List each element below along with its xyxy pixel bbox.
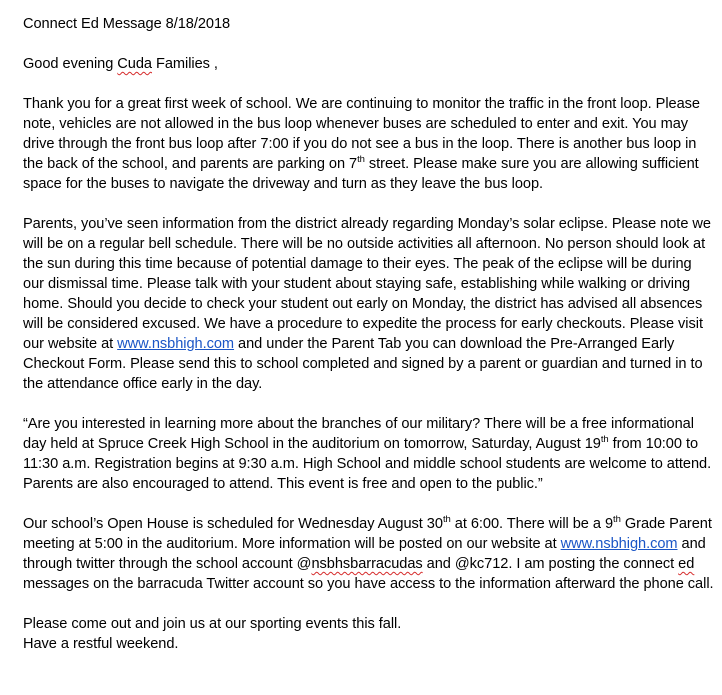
spellcheck-word-handle: nsbhsbarracudas (311, 556, 423, 572)
website-link[interactable]: www.nsbhigh.com (117, 336, 235, 352)
paragraph-eclipse: Parents, you’ve seen information from the district already regarding Monday’s solar eclipse. Please note we will be on a regular bell schedule. There will be no outside activities all afternoon. No person should look at the sun during this time because of potential damage to their eyes. The peak of the eclipse will be during our dismissal time. Please talk with your student about staying safe, establishing while walking or driving home. Should you decide to check your student out early on Monday, the district has advised all absences will be considered excused. We have a procedure to expedite the process for early checkouts. Please visit our website at www.nsbhigh.com and under the Parent Tab you can download the Pre-Arranged Early Checkout Form. Please send this to school completed and signed by a parent or guardian and turned in to the attendance office early in the day. (23, 216, 711, 392)
spellcheck-word-ed: ed (678, 556, 695, 572)
website-link-2[interactable]: www.nsbhigh.com (560, 536, 678, 552)
paragraph-traffic: Thank you for a great first week of school. We are continuing to monitor the traffic in the front loop. Please note, vehicles are not allowed in the bus loop whenever buses are scheduled to enter and exit. You may drive through the front bus loop after 7:00 if you do not see a bus in the loop. There is another bus loop in the back of the school, and parents are parking on 7th street. Please make sure you are allowing sufficient space for the buses to navigate the driveway and turn as they leave the bus loop. (23, 96, 700, 192)
document-title: Connect Ed Message 8/18/2018 (23, 16, 231, 32)
closing-line-1: Please come out and join us at our sporting events this fall. (23, 616, 402, 632)
paragraph-open-house: Our school’s Open House is scheduled for Wednesday August 30th at 6:00. There will be a 9th Grade Parent meeting at 5:00 in the auditorium. More information will be posted on our website at www.nsbhigh.com and through twitter through the school account @nsbhsbarracudas and @kc712. I am posting the connect ed messages on the barracuda Twitter account so you have access to the information afterward the phone call. (23, 514, 714, 592)
closing-line-2: Have a restful weekend. (23, 636, 179, 652)
paragraph-military: “Are you interested in learning more about the branches of our military? There will be a free informational day held at Spruce Creek High School in the auditorium on tomorrow, Saturday, August 19th from 10:00 to 11:30 a.m. Registration begins at 9:30 a.m. High School and middle school students are welcome to attend. Parents are also encouraged to attend. This event is free and open to the public.” (23, 416, 712, 492)
document-body (23, 14, 715, 654)
greeting: Good evening Cuda Families , (23, 56, 218, 72)
spellcheck-word-cuda: Cuda (117, 56, 152, 72)
